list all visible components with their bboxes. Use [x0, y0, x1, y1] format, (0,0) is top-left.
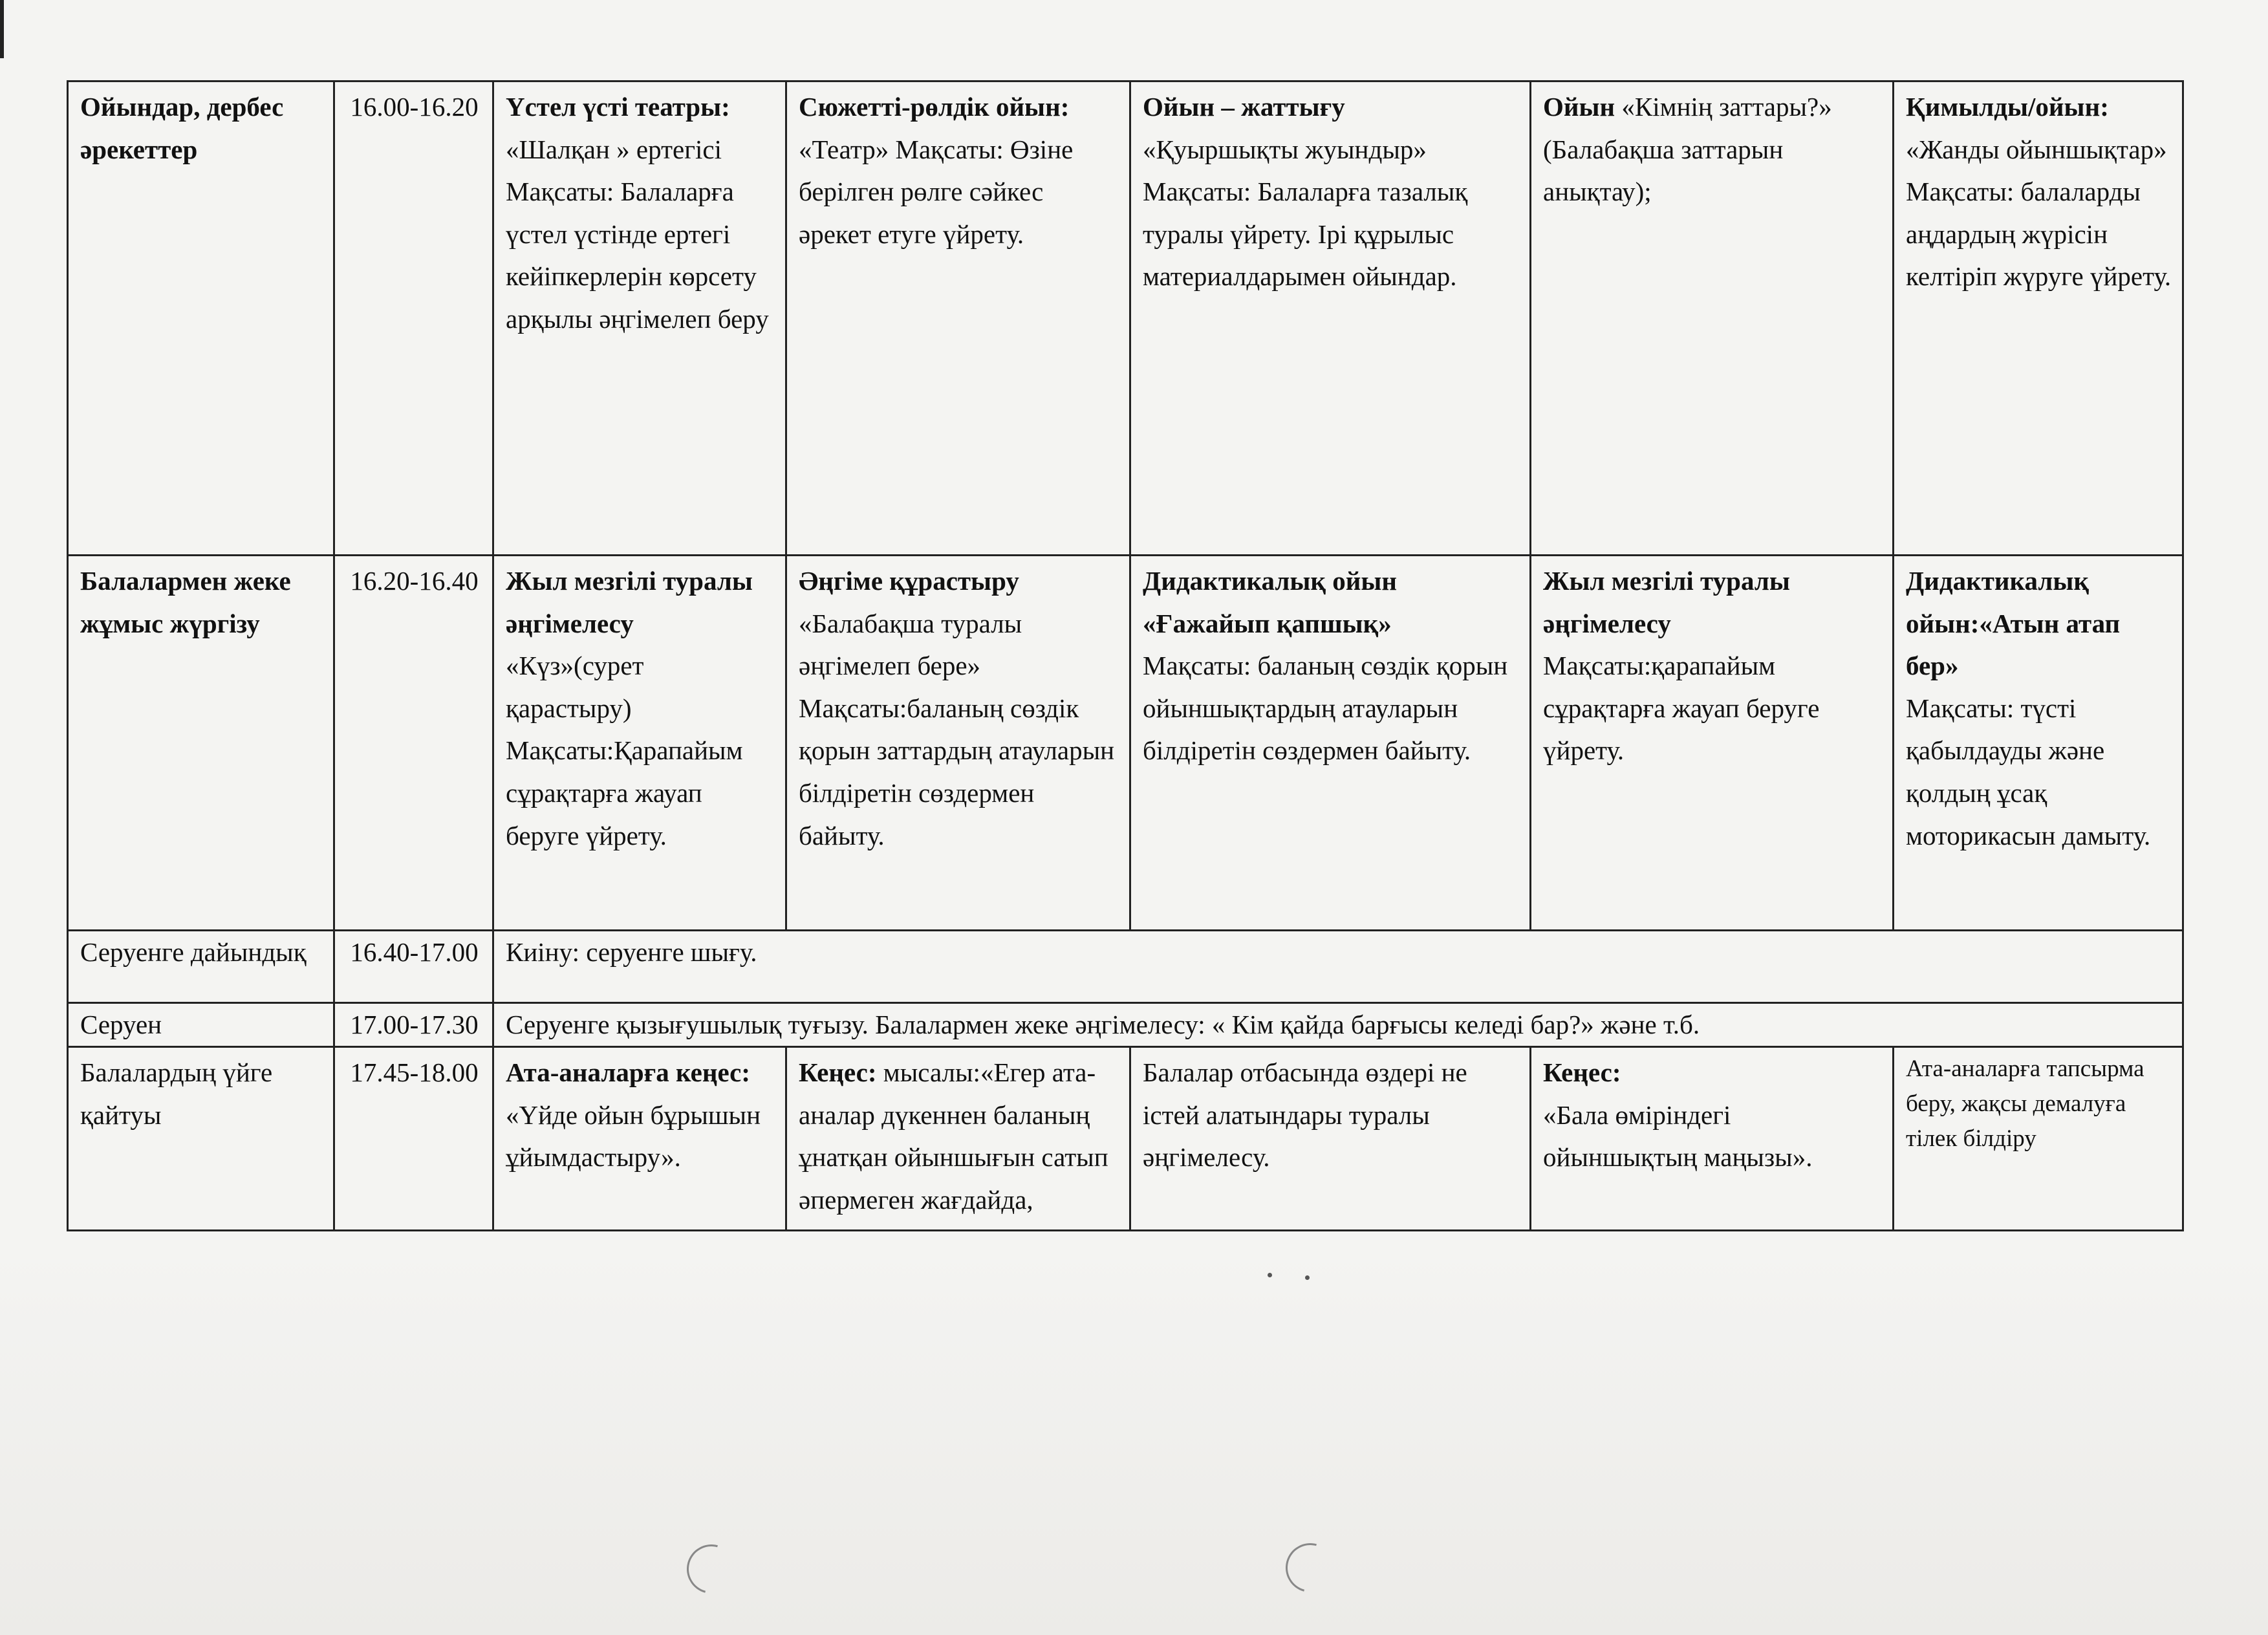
daily-plan-table: [67, 80, 2184, 1231]
table-row: [68, 556, 2183, 931]
time-cell: 16.00-16.20: [334, 81, 493, 556]
plan-cell: Кеңес: мысалы:«Егер ата-аналар дүкеннен баланың ұнатқан ойыншығын сатып әпермеген жағдайда,: [786, 1047, 1130, 1231]
table-row: [68, 81, 2183, 556]
plan-cell: Балалар отбасында өздері не істей алатындары туралы әңгімелесу.: [1130, 1047, 1531, 1231]
scan-background: [0, 1242, 2268, 1635]
wide-plan-cell: Киіну: серуенге шығу.: [493, 931, 2183, 1003]
time-cell: 17.00-17.30: [334, 1003, 493, 1047]
plan-cell: Ата-аналарға тапсырма беру, жақсы демалуға тілек білдіру: [1894, 1047, 2183, 1231]
plan-cell: Әңгіме құрастыру «Балабақша туралы әңгімелеп бере» Мақсаты:баланың сөздік қорын заттардың атауларын білдіретін сөздермен байыту.: [786, 556, 1130, 931]
time-cell: 17.45-18.00: [334, 1047, 493, 1231]
activity-cell: Ойындар, дербес әрекеттер: [68, 81, 334, 556]
scan-speck: [1268, 1273, 1272, 1277]
plan-cell: Ойын – жаттығу «Қуыршықты жуындыр» Мақсаты: Балаларға тазалық туралы үйрету. Ірі құрылыс материалдарымен ойындар.: [1130, 81, 1531, 556]
scan-speck: [1305, 1275, 1310, 1280]
table-row: [68, 931, 2183, 1003]
plan-cell: Қимылды/ойын: «Жанды ойыншықтар» Мақсаты: балаларды аңдардың жүрісін келтіріп жүруге үйрету.: [1894, 81, 2183, 556]
table-row: [68, 1047, 2183, 1231]
plan-cell: Ойын «Кімнің заттары?» (Балабақша заттарын анықтау);: [1531, 81, 1894, 556]
plan-cell: Сюжетті-рөлдік ойын: «Театр» Мақсаты: Өзіне берілген рөлге сәйкес әрекет етуге үйрету.: [786, 81, 1130, 556]
plan-cell: Жыл мезгілі туралы әңгімелесу Мақсаты:қарапайым сұрақтарға жауап беруге үйрету.: [1531, 556, 1894, 931]
activity-cell: Серуен: [68, 1003, 334, 1047]
plan-cell: Ата-аналарға кеңес: «Үйде ойын бұрышын ұйымдастыру».: [493, 1047, 786, 1231]
plan-cell: Дидактикалық ойын «Ғажайып қапшық» Мақсаты: баланың сөздік қорын ойыншықтардың атауларын білдіретін сөздермен байыту.: [1130, 556, 1531, 931]
scan-edge-mark: [0, 0, 4, 58]
activity-cell: Серуенге дайындық: [68, 931, 334, 1003]
plan-cell: Кеңес: «Бала өміріндегі ойыншықтың маңызы».: [1531, 1047, 1894, 1231]
time-cell: 16.20-16.40: [334, 556, 493, 931]
time-cell: 16.40-17.00: [334, 931, 493, 1003]
plan-cell: Үстел үсті театры: «Шалқан » ертегісі Мақсаты: Балаларға үстел үстінде ертегі кейіпкерлерін көрсету арқылы әңгімелеп беру: [493, 81, 786, 556]
activity-cell: Балалардың үйге қайтуы: [68, 1047, 334, 1231]
plan-cell: Жыл мезгілі туралы әңгімелесу «Күз»(сурет қарастыру) Мақсаты:Қарапайым сұрақтарға жауап беруге үйрету.: [493, 556, 786, 931]
plan-cell: Дидактикалық ойын:«Атын атап бер» Мақсаты: түсті қабылдауды және қолдың ұсақ моторикасын дамыту.: [1894, 556, 2183, 931]
wide-plan-cell: Серуенге қызығушылық туғызу. Балалармен жеке әңгімелесу: « Кім қайда барғысы келеді бар?» және т.б.: [493, 1003, 2183, 1047]
table-row: [68, 1003, 2183, 1047]
activity-cell: Балалармен жеке жұмыс жүргізу: [68, 556, 334, 931]
